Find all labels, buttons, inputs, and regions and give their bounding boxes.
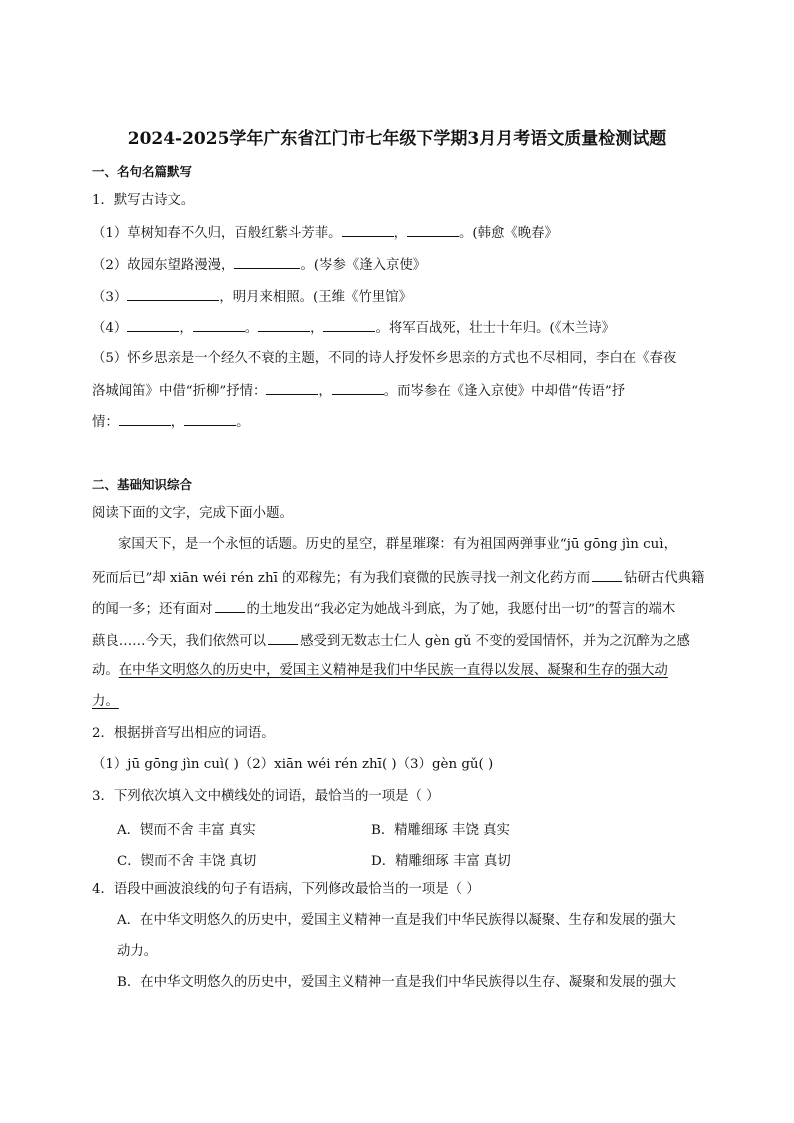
item-text: ， <box>318 384 332 399</box>
question-3: 3．下列依次填入文中横线处的词语，最恰当的一项是（ ） <box>92 789 440 804</box>
answer-blank[interactable] <box>332 381 384 395</box>
question-1: 1．默写古诗文。 <box>92 193 195 208</box>
q1-item-4 <box>92 318 615 338</box>
section-heading-1: 一、名句名篇默写 <box>92 164 193 179</box>
answer-blank[interactable] <box>119 412 171 426</box>
item-text: （2）故园东望路漫漫， <box>92 258 235 273</box>
answer-blank[interactable] <box>407 223 459 237</box>
item-text: ，明月来相照。(王维《竹里馆》 <box>219 290 413 305</box>
passage-text: 钻研古代典籍 <box>624 571 705 586</box>
item-text: 。 <box>236 415 250 430</box>
answer-blank[interactable] <box>234 255 300 269</box>
q4-option-b-line-1[interactable]: B．在中华文明悠久的历史中，爱国主义精神一直是我们中华民族得以生存、凝聚和发展的强大 <box>117 975 676 990</box>
passage-line-2 <box>92 568 704 588</box>
fill-blank[interactable] <box>592 568 622 582</box>
item-text: （3） <box>92 290 128 305</box>
item-text: ， <box>170 415 185 430</box>
item-text: ， <box>310 321 324 336</box>
item-text: （4） <box>92 321 128 336</box>
q1-item-1 <box>92 223 558 243</box>
answer-blank[interactable] <box>127 318 179 332</box>
q3-option-a[interactable]: A．锲而不舍 丰富 真实 <box>117 823 256 838</box>
passage-line-3 <box>92 599 675 619</box>
answer-blank[interactable] <box>193 318 245 332</box>
answer-blank[interactable] <box>127 287 219 301</box>
wavy-underlined-sentence: 在中华文明悠久的历史中，爱国主义精神是我们中华民族一直得以发展、凝聚和生存的强大动 <box>118 663 668 678</box>
answer-blank[interactable] <box>258 318 310 332</box>
answer-blank[interactable] <box>323 318 375 332</box>
q3-option-b[interactable]: B．精雕细琢 丰饶 真实 <box>371 823 510 838</box>
q4-option-a-line-1[interactable]: A．在中华文明悠久的历史中，爱国主义精神一直是我们中华民族得以凝聚、生存和发展的强大 <box>117 913 676 928</box>
item-text: 。(岑参《逢入京使》 <box>300 258 427 273</box>
passage-text: 的闻一多；还有面对 <box>92 602 213 617</box>
passage-text: 死而后已”却 xiān wéi rén zhī 的邓稼先；有为我们衰微的民族寻找一剂文化药方而 <box>92 571 591 586</box>
q1-item-2 <box>92 255 426 275</box>
answer-blank[interactable] <box>266 381 318 395</box>
q3-option-c[interactable]: C．锲而不舍 丰饶 真切 <box>117 854 257 869</box>
item-text: 。(韩愈《晚春》 <box>458 226 558 241</box>
item-text: （1）草树知春不久归，百般红紫斗芳菲。 <box>92 226 342 241</box>
page-title: 2024-2025学年广东省江门市七年级下学期3月月考语文质量检测试题 <box>127 129 667 149</box>
item-text: 。将军百战死，壮士十年归。(《木兰诗》 <box>375 321 616 336</box>
question-2-items: （1）jū gōng jìn cuì( )（2）xiān wéi rén zhī( )（3）gèn gǔ( ) <box>92 757 494 772</box>
answer-blank[interactable] <box>342 223 394 237</box>
passage-text: 蕻良……今天，我们依然可以 <box>92 634 267 649</box>
item-text: 。 <box>244 321 259 336</box>
passage-line-4 <box>92 631 690 651</box>
passage-line-1: 家国天下，是一个永恒的话题。历史的星空，群星璀璨：有为祖国两弹事业“jū gōng jìn cuì， <box>118 537 677 552</box>
question-4: 4．语段中画波浪线的句子有语病，下列修改最恰当的一项是（ ） <box>92 882 480 897</box>
item-text: 洛城闻笛》中借“折柳”抒情： <box>92 384 267 399</box>
item-text: ， <box>179 321 193 336</box>
answer-blank[interactable] <box>184 412 236 426</box>
item-text: 。而岑参在《逢入京使》中却借“传语”抒 <box>383 384 626 399</box>
q1-item-5-line-2 <box>92 381 625 401</box>
passage-text: 感受到无数志士仁人 gèn gǔ 不变的爱国情怀，并为之沉醉为之感 <box>300 634 690 649</box>
q1-item-3 <box>92 287 412 307</box>
q1-item-5-line-3 <box>92 412 250 432</box>
item-text: 情： <box>92 415 119 430</box>
section-heading-2: 二、基础知识综合 <box>92 477 193 492</box>
passage-text: 动。 <box>92 663 119 678</box>
q1-item-5-line-1: （5）怀乡思亲是一个经久不衰的主题，不同的诗人抒发怀乡思亲的方式也不尽相同，李白在《春夜 <box>92 351 677 366</box>
reading-intro: 阅读下面的文字，完成下面小题。 <box>92 506 293 521</box>
question-2: 2．根据拼音写出相应的词语。 <box>92 726 275 741</box>
passage-text: 的土地发出“我必定为她战斗到底，为了她，我愿付出一切”的誓言的端木 <box>246 602 676 617</box>
item-text: ， <box>393 226 407 241</box>
passage-line-6 <box>92 693 119 711</box>
fill-blank[interactable] <box>268 631 298 645</box>
fill-blank[interactable] <box>215 599 245 613</box>
wavy-underlined-sentence: 力。 <box>92 694 119 709</box>
passage-line-5 <box>92 662 668 680</box>
q4-option-a-line-2[interactable]: 动力。 <box>117 944 158 959</box>
q3-option-d[interactable]: D．精雕细琢 丰富 真切 <box>371 854 511 869</box>
